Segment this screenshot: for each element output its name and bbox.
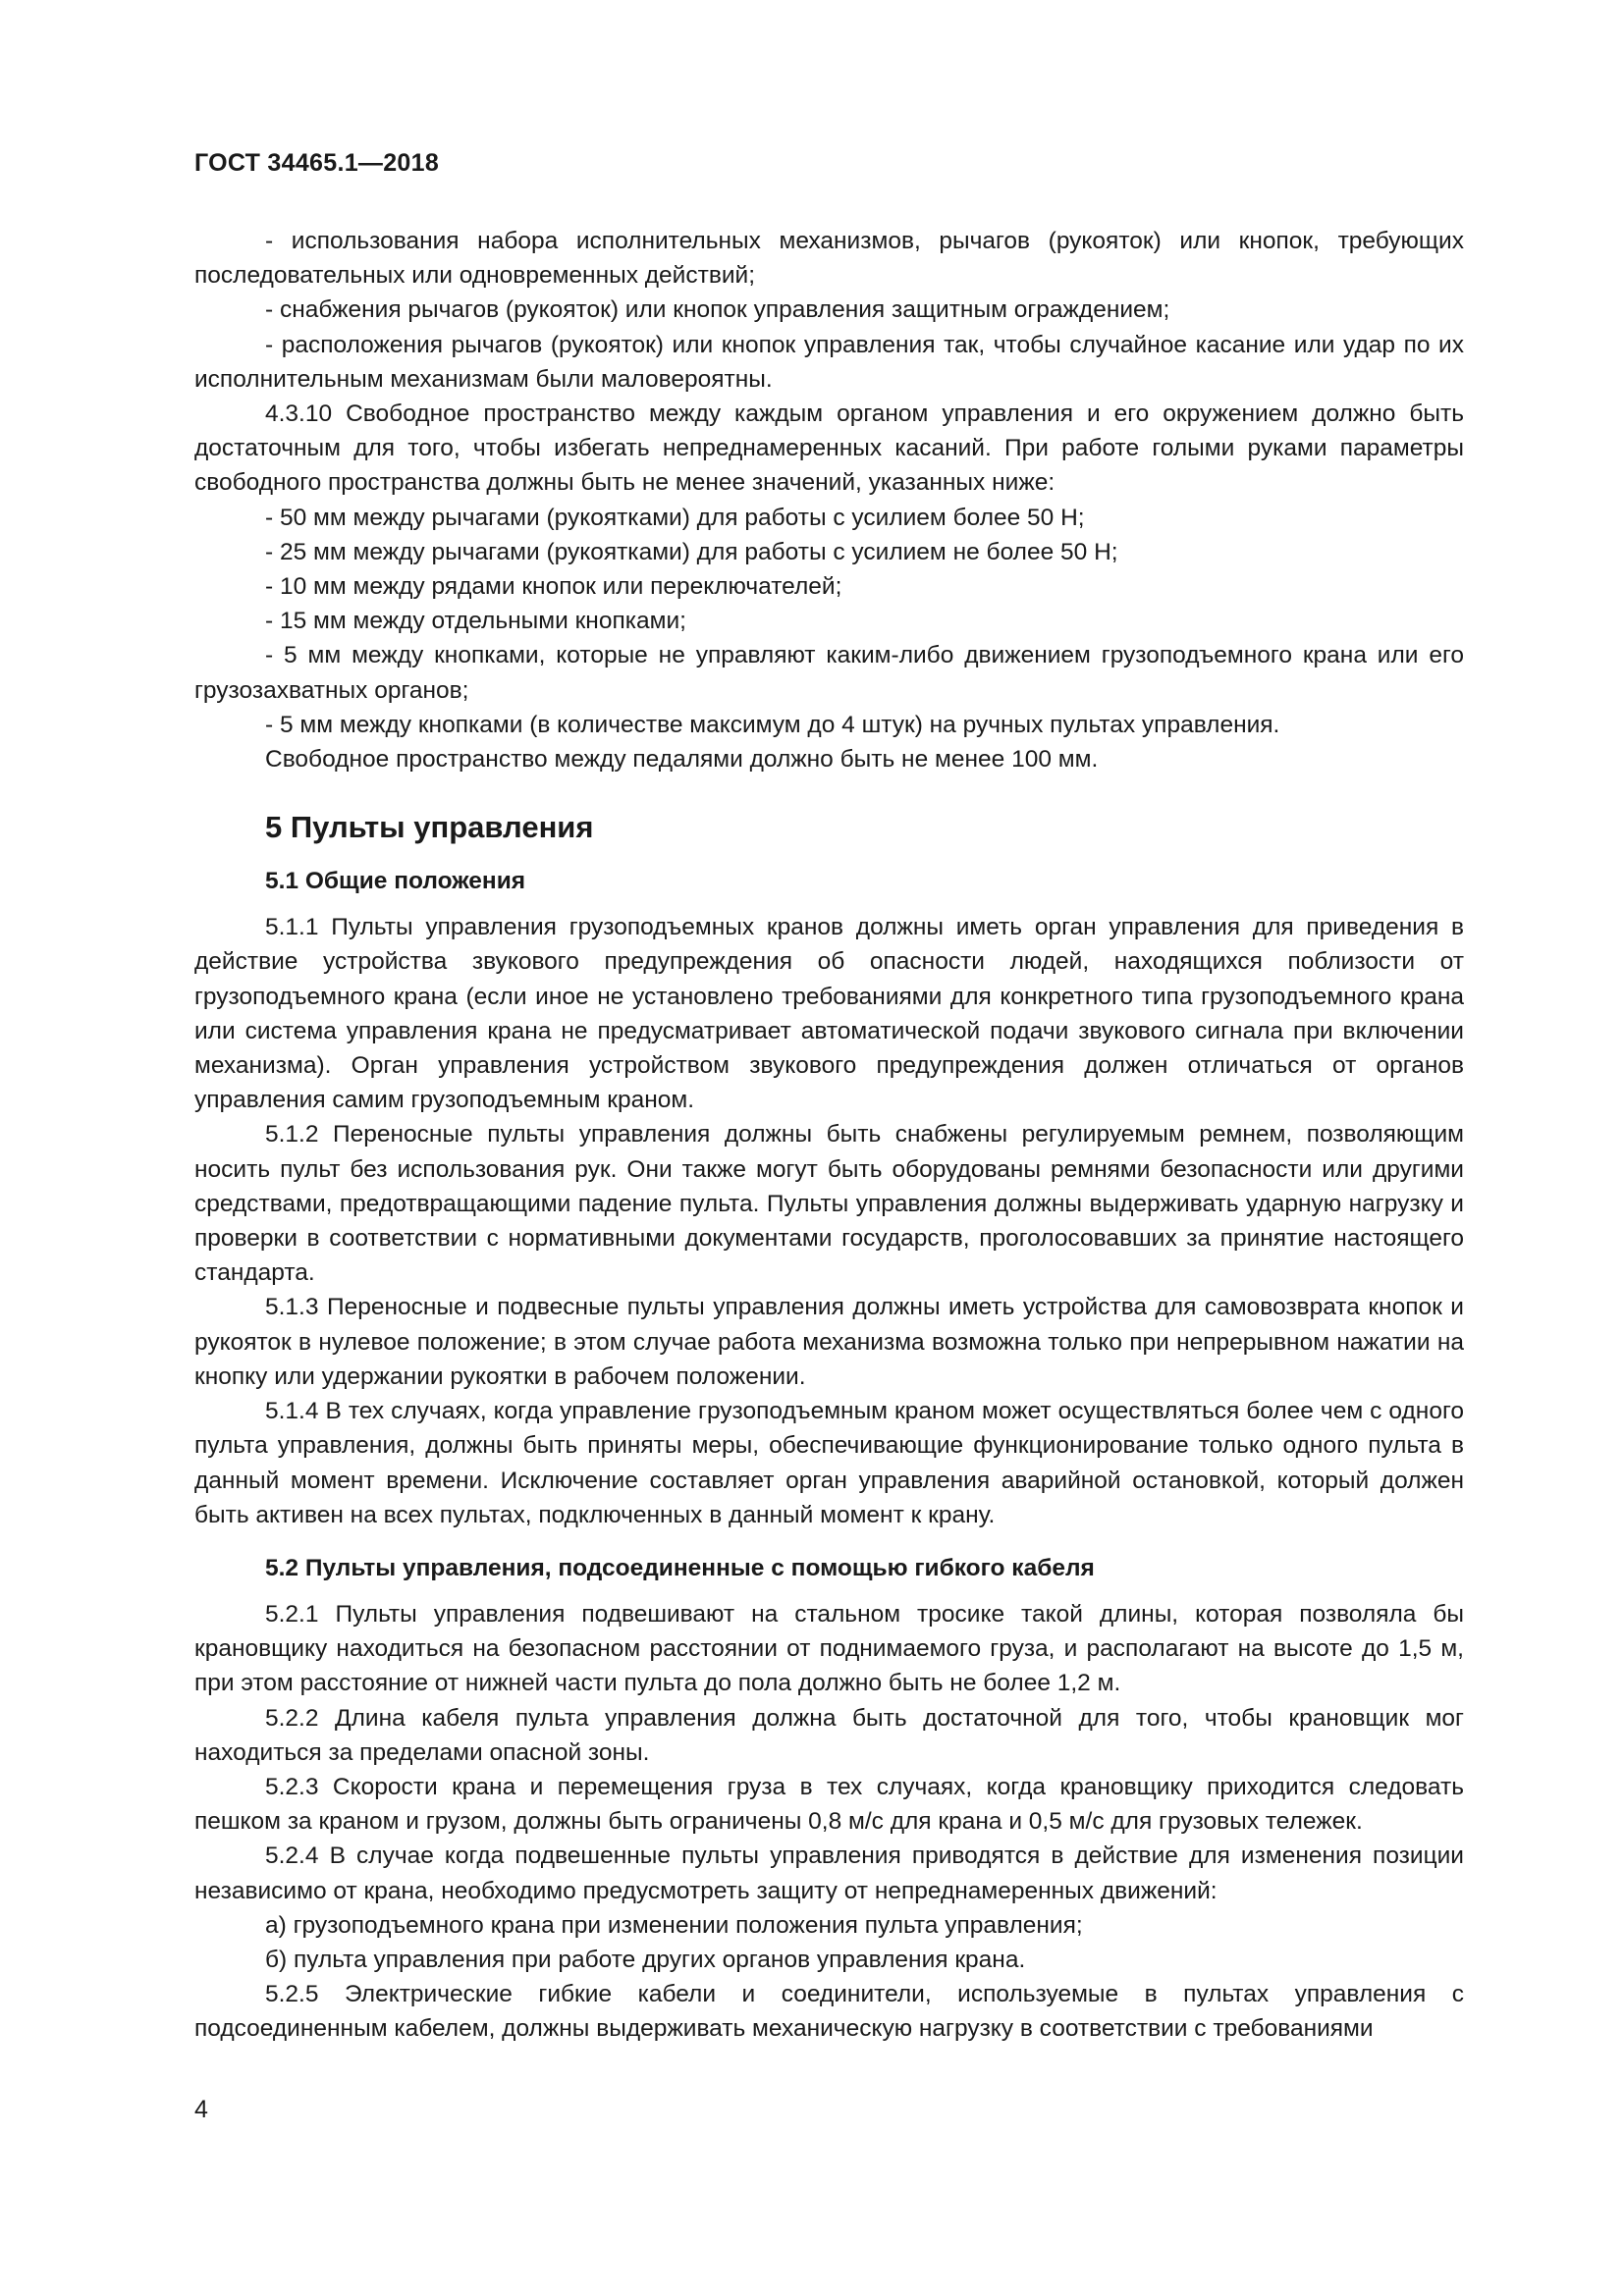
clause-4-3-10: 4.3.10 Свободное пространство между каждым органом управления и его окружением должно быть достаточным для того, чтобы избегать непреднамеренных касаний. При работе голыми руками параметры свободного пространства должны быть не менее значений, указанных ниже: [194,400,1464,497]
document-code-header: ГОСТ 34465.1—2018 [194,149,440,177]
subsection-5-2-title: 5.2 Пульты управления, подсоединенные с помощью гибкого кабеля [265,1554,1095,1581]
list-item: - 10 мм между рядами кнопок или переключателей; [265,573,842,601]
paragraph: - использования набора исполнительных механизмов, рычагов (рукояток) или кнопок, требующих последовательных или одновременных действий; [194,228,1464,290]
subsection-5-1-title: 5.1 Общие положения [265,868,526,895]
list-item: а) грузоподъемного крана при изменении положения пульта управления; [265,1911,1083,1939]
list-item: - 25 мм между рычагами (рукоятками) для работы с усилием не более 50 Н; [265,538,1118,565]
list-item: - 15 мм между отдельными кнопками; [265,608,686,635]
list-item: б) пульта управления при работе других органов управления крана. [265,1946,1026,1973]
section-5-title: 5 Пульты управления [265,810,594,845]
clause-5-1-2: 5.1.2 Переносные пульты управления должны быть снабжены регулируемым ремнем, позволяющим носить пульт без использования рук. Они также могут быть оборудованы ремнями безопасности или другими средствами, предотвращающими падение пульта. Пульты управления должны выдерживать ударную нагрузку и проверки в соответствии с нормативными документами государств, проголосовавших за принятие настоящего стандарта. [194,1121,1464,1287]
list-item: - 5 мм между кнопками (в количестве максимум до 4 штук) на ручных пультах управления. [265,711,1280,738]
clause-5-1-3: 5.1.3 Переносные и подвесные пульты управления должны иметь устройства для самовозврата кнопок и рукояток в нулевое положение; в этом случае работа механизма возможна только при непрерывном нажатии на кнопку или удержании рукоятки в рабочем положении. [194,1294,1464,1390]
paragraph: - снабжения рычагов (рукояток) или кнопок управления защитным ограждением; [265,296,1170,324]
list-item: - 50 мм между рычагами (рукоятками) для работы с усилием более 50 Н; [265,504,1085,531]
page-number: 4 [194,2096,208,2123]
list-item: - 5 мм между кнопками, которые не управляют каким-либо движением грузоподъемного крана или его грузозахватных органов; [194,642,1464,704]
document-body [194,224,1464,2047]
clause-5-2-4: 5.2.4 В случае когда подвешенные пульты управления приводятся в действие для изменения позиции независимо от крана, необходимо предусмотреть защиту от непреднамеренных движений: [194,1842,1464,1904]
clause-5-2-5: 5.2.5 Электрические гибкие кабели и соединители, используемые в пультах управления с подсоединенным кабелем, должны выдерживать механическую нагрузку в соответствии с требованиями [194,1981,1464,2043]
paragraph: - расположения рычагов (рукояток) или кнопок управления так, чтобы случайное касание или удар по их исполнительным механизмам были маловероятны. [194,331,1464,393]
clause-5-2-2: 5.2.2 Длина кабеля пульта управления должна быть достаточной для того, чтобы крановщик мог находиться за пределами опасной зоны. [194,1704,1464,1766]
clause-5-2-3: 5.2.3 Скорости крана и перемещения груза в тех случаях, когда крановщику приходится следовать пешком за краном и грузом, должны быть ограничены 0,8 м/с для крана и 0,5 м/с для грузовых тележек. [194,1773,1464,1836]
clause-5-2-1: 5.2.1 Пульты управления подвешивают на стальном тросике такой длины, которая позволяла бы крановщику находиться на безопасном расстоянии от поднимаемого груза, и располагают на высоте до 1,5 м, при этом расстояние от нижней части пульта до пола должно быть не более 1,2 м. [194,1600,1464,1697]
paragraph: Свободное пространство между педалями должно быть не менее 100 мм. [265,746,1099,774]
clause-5-1-4: 5.1.4 В тех случаях, когда управление грузоподъемным краном может осуществляться более чем с одного пульта управления, должны быть приняты меры, обеспечивающие функционирование только одного пульта в данный момент времени. Исключение составляет орган управления аварийной остановкой, который должен быть активен на всех пультах, подключенных в данный момент к крану. [194,1398,1464,1528]
clause-5-1-1: 5.1.1 Пульты управления грузоподъемных кранов должны иметь орган управления для приведения в действие устройства звукового предупреждения об опасности людей, находящихся поблизости от грузоподъемного крана (если иное не установлено требованиями для конкретного типа грузоподъемного крана или система управления крана не предусматривает автоматической подачи звукового сигнала при включении механизма). Орган управления устройством звукового предупреждения должен отличаться от органов управления самим грузоподъемным краном. [194,914,1464,1114]
